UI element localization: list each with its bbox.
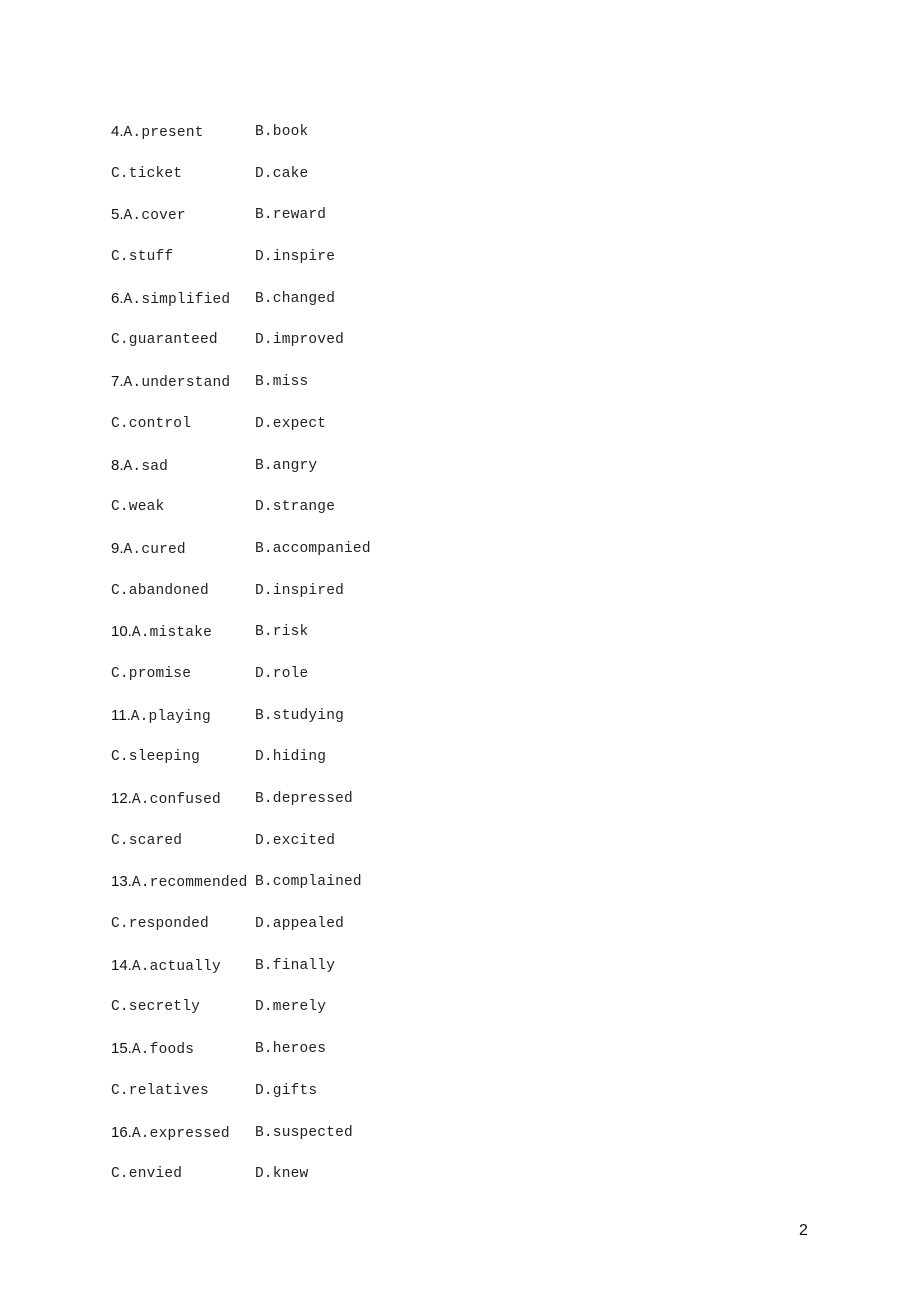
option-a: A.understand [123, 375, 231, 392]
option-b: B.accompanied [255, 540, 371, 557]
question-7-row-ab [111, 372, 811, 414]
question-6-row-ab [111, 289, 811, 331]
question-10-row-cd [111, 664, 811, 706]
page-number: 2 [799, 1222, 808, 1239]
question-number: 12. [111, 790, 132, 807]
option-b: B.suspected [255, 1124, 353, 1141]
option-a: A.recommended [131, 875, 248, 892]
question-number: 13. [111, 873, 132, 891]
question-14-row-cd [111, 997, 811, 1039]
option-d: D.expect [255, 415, 327, 432]
option-b: B.depressed [255, 791, 353, 807]
question-9-row-cd [111, 581, 811, 623]
question-number: 8. [111, 456, 124, 474]
question-15-row-ab [111, 1039, 811, 1081]
question-6-row-cd [111, 330, 811, 372]
option-c: C.promise [111, 665, 192, 682]
option-c: C.ticket [111, 165, 183, 182]
option-b: B.complained [255, 874, 362, 891]
option-a: A.foods [131, 1042, 195, 1059]
question-16-row-ab [111, 1123, 811, 1165]
option-c: C.responded [111, 916, 209, 933]
question-16-row-cd [111, 1164, 811, 1206]
option-a: A.actually [131, 958, 221, 975]
question-14-row-ab [111, 956, 811, 998]
option-d: D.inspired [255, 582, 345, 599]
option-a: A.simplified [123, 291, 231, 308]
option-b: B.miss [255, 374, 309, 391]
question-8-row-ab [111, 456, 811, 498]
option-a: A.present [123, 125, 204, 141]
option-b: B.changed [255, 290, 336, 307]
option-d: D.hiding [255, 749, 327, 766]
question-number: 10. [111, 623, 132, 641]
option-a: A.confused [131, 792, 221, 808]
option-a: A.playing [130, 708, 211, 725]
question-12-row-ab [111, 789, 811, 831]
option-d: D.improved [255, 332, 345, 349]
question-4-row-ab [111, 122, 811, 164]
question-7-row-cd [111, 414, 811, 456]
option-b: B.studying [255, 707, 345, 724]
option-b: B.risk [255, 624, 309, 641]
question-13-row-cd [111, 914, 811, 956]
question-4-row-cd [111, 164, 811, 206]
question-number: 7. [111, 373, 124, 391]
question-8-row-cd [111, 497, 811, 539]
option-c: C.abandoned [111, 582, 209, 599]
option-d: D.inspire [255, 249, 336, 266]
question-10-row-ab [111, 622, 811, 664]
option-a: A.expressed [131, 1125, 230, 1142]
option-c: C.guaranteed [111, 332, 218, 349]
option-b: B.heroes [255, 1041, 327, 1058]
question-11-row-ab [111, 706, 811, 748]
question-9-row-ab [111, 539, 811, 581]
option-a: A.sad [123, 458, 169, 475]
option-c: C.control [111, 415, 192, 432]
option-a: A.mistake [131, 625, 212, 642]
option-d: D.merely [255, 999, 327, 1016]
question-11-row-cd [111, 747, 811, 789]
option-d: D.cake [255, 165, 309, 182]
option-b: B.book [255, 124, 309, 140]
option-d: D.appealed [255, 916, 345, 933]
option-b: B.reward [255, 207, 327, 224]
option-a: A.cured [123, 541, 186, 558]
option-c: C.envied [111, 1166, 183, 1183]
question-number: 4. [111, 123, 124, 140]
question-15-row-cd [111, 1081, 811, 1123]
question-12-row-cd [111, 831, 811, 873]
option-d: D.gifts [255, 1082, 318, 1099]
question-number: 9. [111, 539, 124, 557]
option-c: C.sleeping [111, 749, 201, 766]
option-d: D.role [255, 665, 309, 682]
option-d: D.excited [255, 832, 336, 849]
option-b: B.finally [255, 957, 336, 974]
question-number: 11. [111, 706, 131, 724]
option-c: C.relatives [111, 1082, 209, 1099]
question-5-row-ab [111, 205, 811, 247]
option-d: D.knew [255, 1166, 309, 1183]
question-5-row-cd [111, 247, 811, 289]
option-b: B.angry [255, 457, 318, 474]
question-number: 15. [111, 1040, 132, 1058]
option-d: D.strange [255, 499, 336, 516]
option-c: C.weak [111, 499, 165, 516]
option-c: C.scared [111, 832, 183, 849]
question-number: 16. [111, 1123, 132, 1141]
question-list [111, 122, 811, 1206]
question-number: 14. [111, 956, 132, 974]
question-number: 6. [111, 289, 124, 307]
option-a: A.cover [123, 208, 186, 225]
question-number: 5. [111, 206, 124, 224]
option-c: C.secretly [111, 999, 201, 1016]
question-13-row-ab [111, 872, 811, 914]
option-c: C.stuff [111, 249, 174, 266]
